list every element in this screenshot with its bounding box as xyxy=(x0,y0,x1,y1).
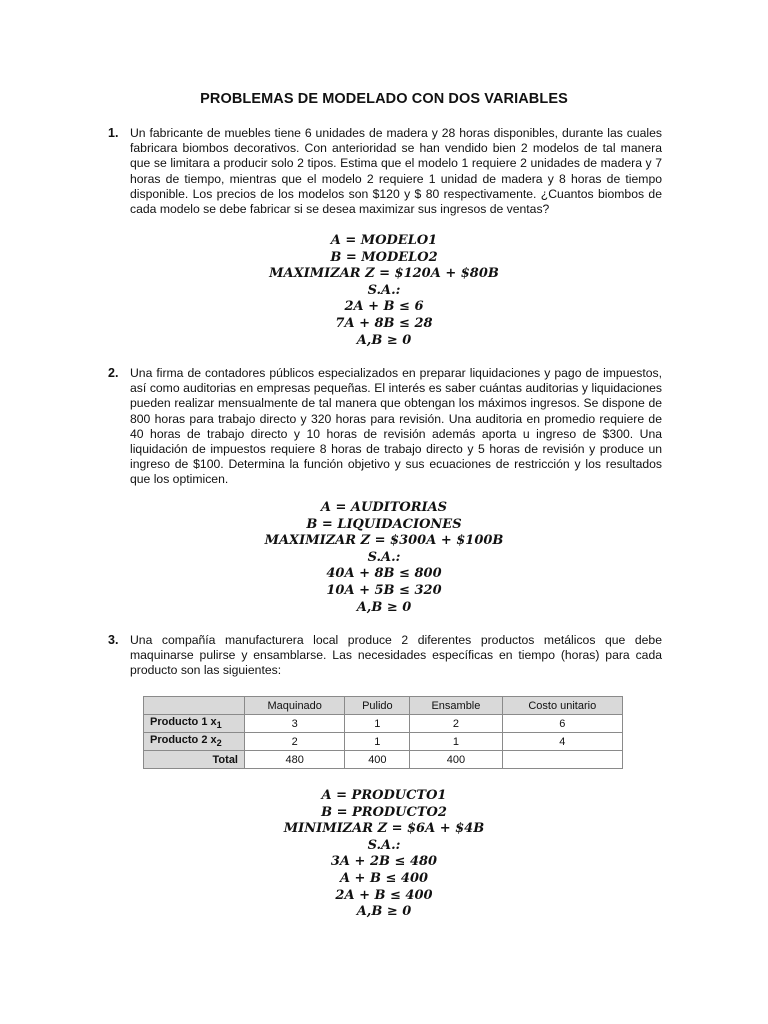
table-header-cell: Costo unitario xyxy=(502,697,622,715)
model-3 xyxy=(0,788,768,921)
table-cell: 1 xyxy=(345,715,410,733)
model-line: B = PRODUCTO2 xyxy=(321,804,447,820)
constraint: 2A + B ≤ 6 xyxy=(344,299,424,315)
problem-2 xyxy=(108,366,662,488)
constraint: A,B ≥ 0 xyxy=(356,904,412,920)
table-cell: 2 xyxy=(410,715,502,733)
table-header-cell xyxy=(144,697,245,715)
table-cell: 1 xyxy=(410,733,502,751)
row-label: Producto 2 $x_2$ xyxy=(144,733,245,751)
objective-function: MINIMIZAR Z = $6A + $4B xyxy=(283,821,485,837)
problem-statement: Un fabricante de muebles tiene 6 unidades de madera y 28 horas disponibles, durante las cuales fabricara biombos decorativos. Con anterioridad se han vendido bien 2 modelos de tal manera que se limitara a producir solo 2 tipos. Estima que el modelo 1 requiere 2 unidades de madera y 7 horas de tiempo, mientras que el modelo 2 requiere 1 unidad de madera y 8 horas de tiempo disponible. Los precios de los modelos son $120 y $ 80 respectivamente. ¿Cuantos biombos de cada modelo se debe fabricar si se desea maximizar sus ingresos de ventas? xyxy=(130,126,662,217)
model-line: S.A.: xyxy=(367,549,401,565)
problem-number: 1. xyxy=(108,126,119,140)
constraint: 7A + 8B ≤ 28 xyxy=(335,315,433,331)
constraint: 40A + 8B ≤ 800 xyxy=(326,566,442,582)
time-requirements-table xyxy=(143,696,623,769)
table-cell: 400 xyxy=(345,751,410,769)
model-2 xyxy=(0,500,768,616)
table-header-cell: Maquinado xyxy=(245,697,345,715)
model-1 xyxy=(0,233,768,349)
problem-number: 2. xyxy=(108,366,119,380)
table-cell: 1 xyxy=(345,733,410,751)
row-label: Producto 1 $x_1$ xyxy=(144,715,245,733)
table-cell: 6 xyxy=(502,715,622,733)
table-cell: 3 xyxy=(245,715,345,733)
table-header-cell: Pulido xyxy=(345,697,410,715)
problem-3 xyxy=(108,633,662,679)
table-cell xyxy=(502,751,622,769)
model-line: A = MODELO1 xyxy=(330,233,438,248)
model-line: S.A.: xyxy=(367,837,401,853)
page-title: PROBLEMAS DE MODELADO CON DOS VARIABLES xyxy=(200,91,568,107)
problem-number: 3. xyxy=(108,633,119,647)
objective-function: MAXIMIZAR Z = $300A + $100B xyxy=(264,533,504,549)
table-row xyxy=(144,715,623,733)
objective-function: MAXIMIZAR Z = $120A + $80B xyxy=(269,266,499,282)
table-cell: 2 xyxy=(245,733,345,751)
table-cell: 400 xyxy=(410,751,502,769)
problem-statement: Una compañía manufacturera local produce 2 diferentes productos metálicos que debe maquinarse pulirse y ensamblarse. Las necesidades específicas en tiempo (horas) para cada producto son las siguientes: xyxy=(130,633,662,678)
constraint: 2A + B ≤ 400 xyxy=(335,887,433,903)
constraint: 3A + 2B ≤ 480 xyxy=(330,854,438,870)
model-line: S.A.: xyxy=(367,282,401,298)
constraint: A,B ≥ 0 xyxy=(356,599,412,615)
problem-statement: Una firma de contadores públicos especializados en preparar liquidaciones y pago de impuestos, así como auditorias en empresas pequeñas. El interés es saber cuántas auditorias y liquidaciones pueden realizar mensualmente de tal manera que obtengan los máximos ingresos. Se dispone de 800 horas para trabajo directo y 320 horas para revisión. Una auditoria en promedio requiere de 40 horas de trabajo directo y 10 horas de revisión además aporta u ingreso de $300. Una liquidación de impuestos requiere 8 horas de trabajo directo y 5 horas de revisión y produce un ingreso de $100. Determina la función objetivo y sus ecuaciones de restricción y los resultados que los optimicen. xyxy=(130,366,662,487)
constraint: A + B ≤ 400 xyxy=(339,870,429,886)
row-label: Total xyxy=(144,751,245,769)
table-row xyxy=(144,733,623,751)
problem-1 xyxy=(108,126,662,217)
table-cell: 480 xyxy=(245,751,345,769)
table-row-total xyxy=(144,751,623,769)
model-line: A = AUDITORIAS xyxy=(320,500,448,515)
constraint: A,B ≥ 0 xyxy=(356,332,412,348)
model-line: A = PRODUCTO1 xyxy=(321,788,447,803)
constraint: 10A + 5B ≤ 320 xyxy=(326,582,442,598)
model-line: B = LIQUIDACIONES xyxy=(306,516,462,532)
table-header-cell: Ensamble xyxy=(410,697,502,715)
table-cell: 4 xyxy=(502,733,622,751)
table-header-row xyxy=(144,697,623,715)
model-line: B = MODELO2 xyxy=(330,249,438,265)
